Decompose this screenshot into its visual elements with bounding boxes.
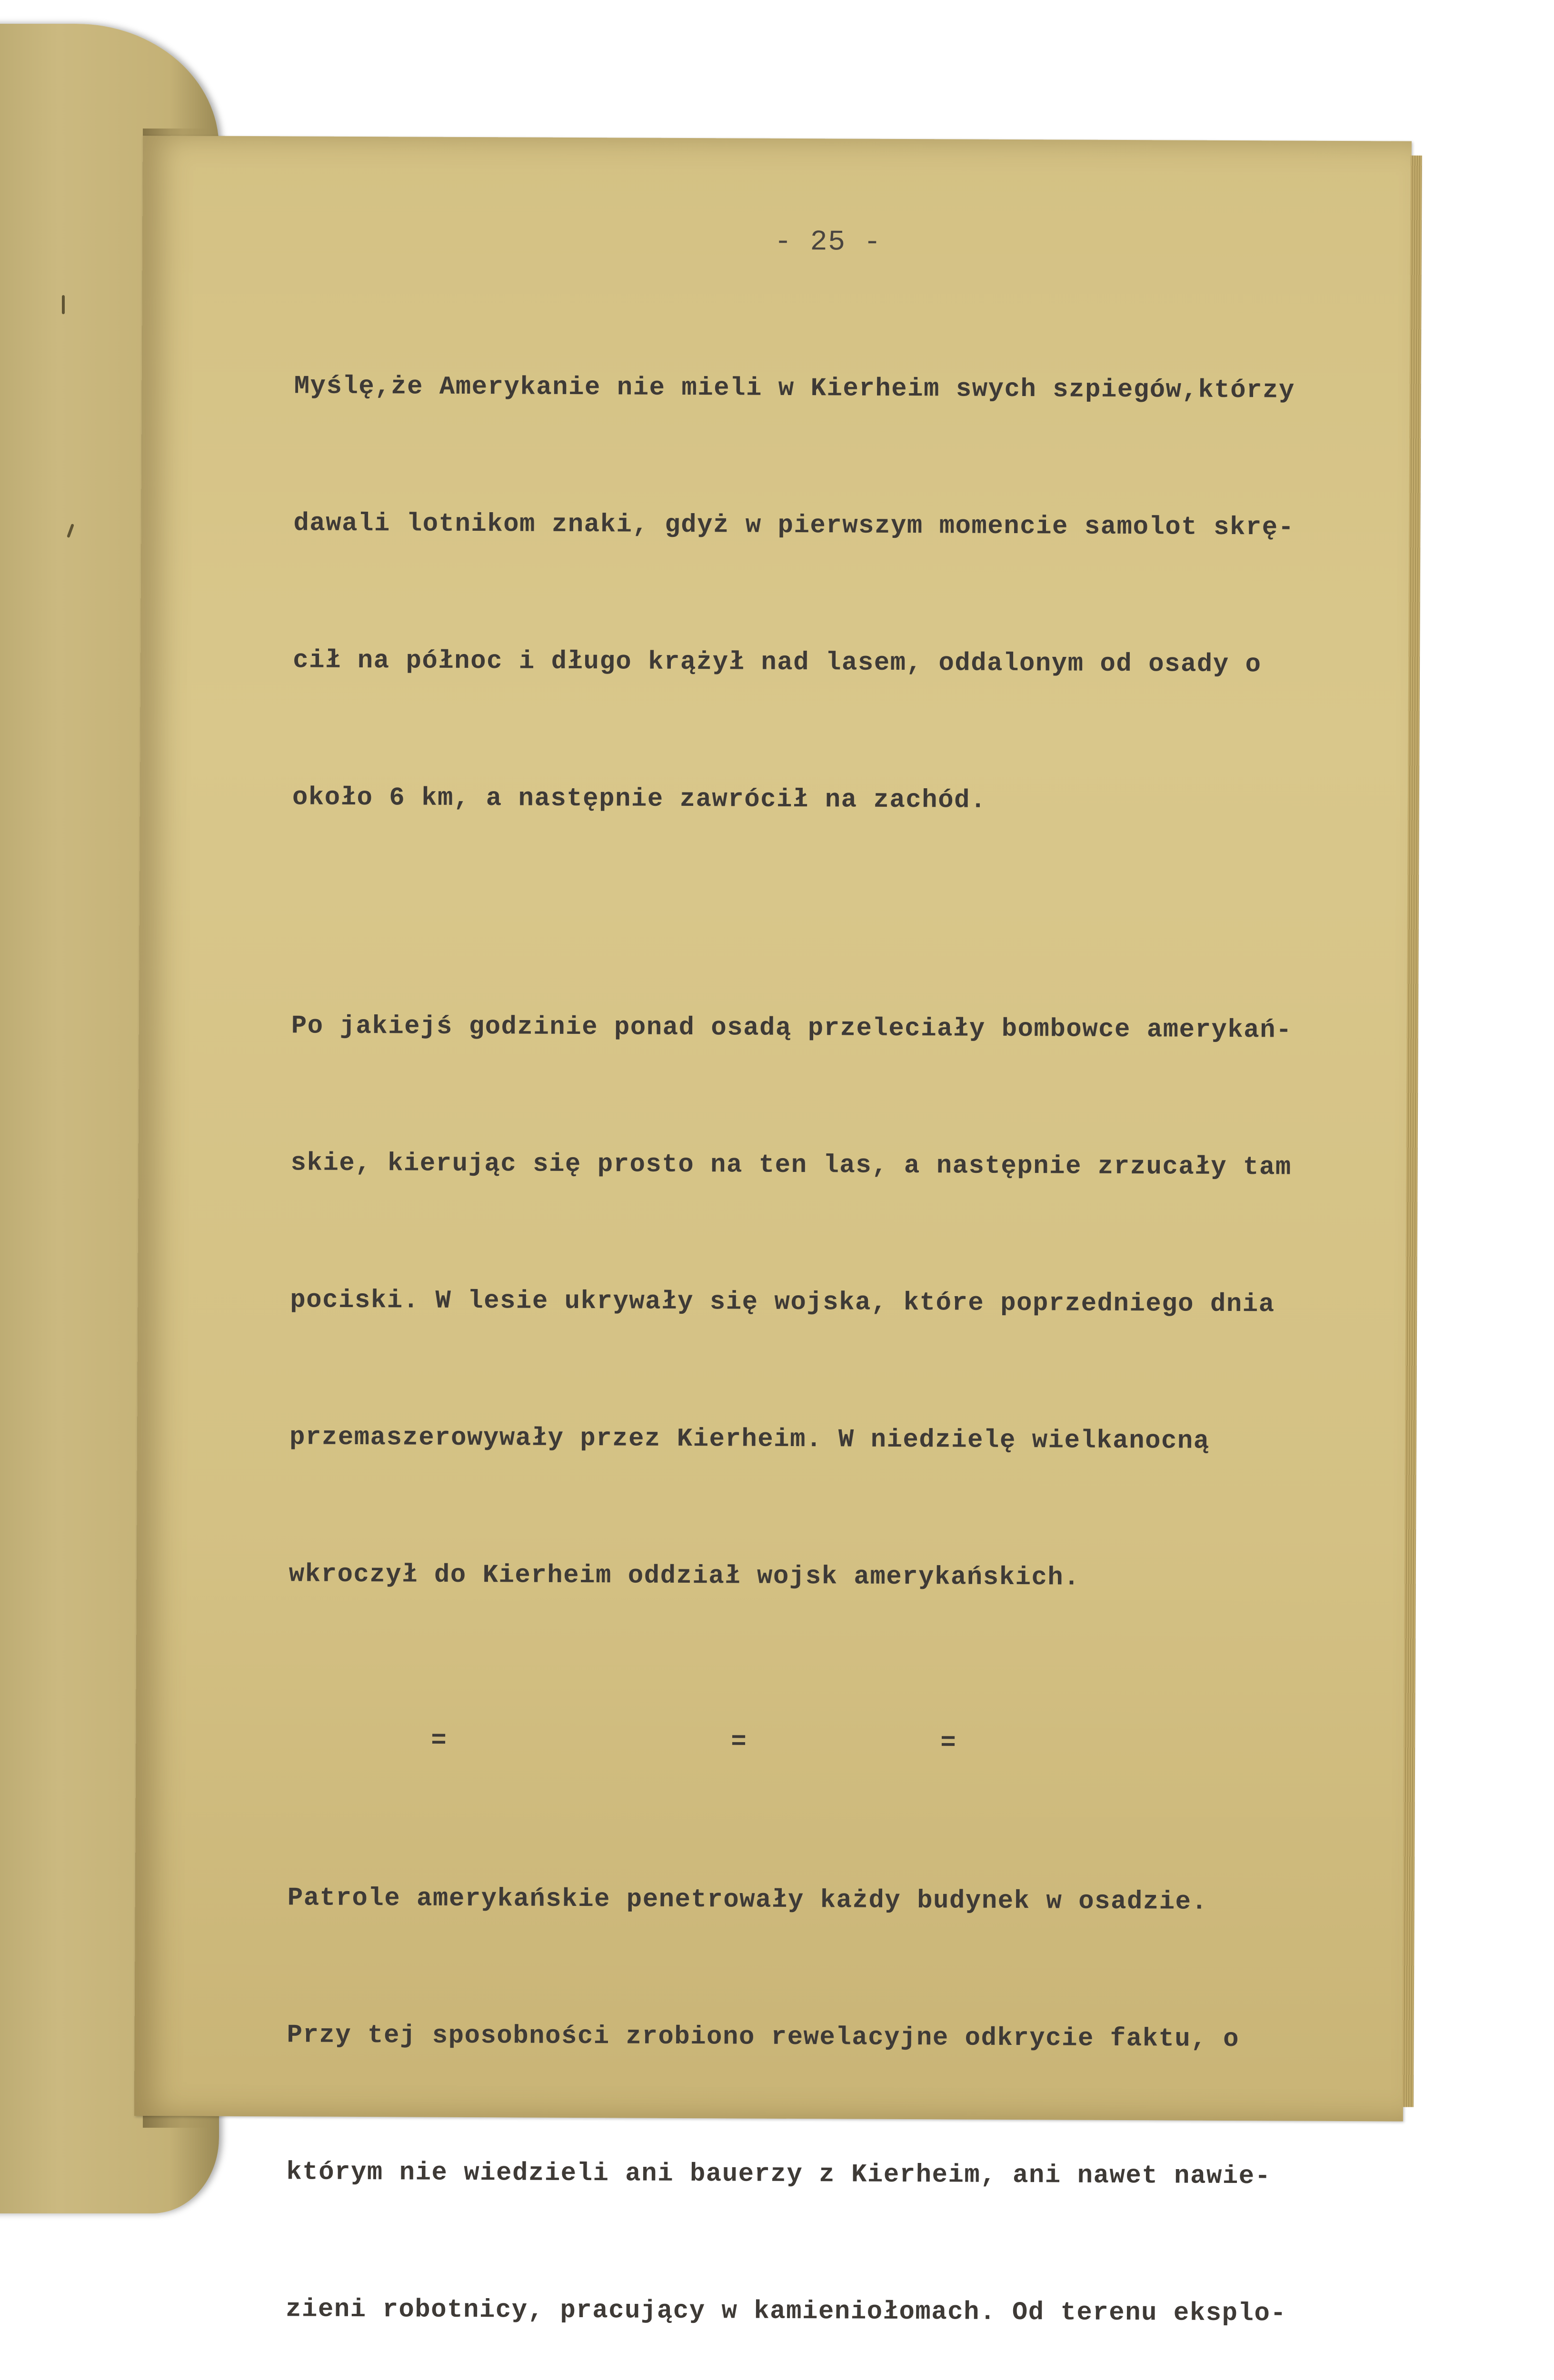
section-separator xyxy=(288,1717,1383,1758)
page-number: - 25 - xyxy=(774,226,882,259)
page-mark xyxy=(62,295,65,314)
text-line: dawali lotnikom znaki, gdyż w pierwszym momencie samolot skrę- xyxy=(293,509,1295,543)
text-line: około 6 km, a następnie zawrócił na zachód. xyxy=(292,783,986,815)
paragraph-2 xyxy=(289,912,1387,1694)
text-line: Po jakiejś godzinie ponad osadą przeleciały bombowce amerykań- xyxy=(291,1012,1293,1045)
text-line: Myślę,że Amerykanie nie mieli w Kierheim swych szpiegów,którzy xyxy=(294,372,1295,406)
text-line: skie, kierując się prosto na ten las, a następnie zrzucały tam xyxy=(290,1149,1292,1182)
text-line: przemaszerowywały przez Kierheim. W niedzielę wielkanocną xyxy=(289,1423,1210,1456)
text-line: którym nie wiedzieli ani bauerzy z Kierheim, ani nawet nawie- xyxy=(286,2158,1271,2192)
typewritten-text xyxy=(272,217,1390,2380)
document-page xyxy=(134,136,1412,2329)
text-line: Przy tej sposobności zrobiono rewelacyjne odkrycie faktu, o xyxy=(287,2021,1240,2054)
page-mark xyxy=(67,524,74,538)
paragraph-3 xyxy=(277,1784,1383,2380)
text-line: pociski. W lesie ukrywały się wojska, które poprzedniego dnia xyxy=(290,1286,1275,1319)
separator-mark: = xyxy=(940,1728,957,1758)
text-line: wkroczył do Kierheim oddział wojsk amerykańskich. xyxy=(289,1560,1080,1593)
text-line: Patrole amerykańskie penetrowały każdy budynek w osadzie. xyxy=(287,1884,1208,1917)
text-line: cił na północ i długo krążył nad lasem, oddalonym od osady o xyxy=(293,646,1262,680)
text-line: zieni robotnicy, pracujący w kamieniołomach. Od terenu eksplo- xyxy=(285,2295,1287,2329)
separator-mark: = xyxy=(731,1727,747,1757)
paragraph-1 xyxy=(292,272,1390,917)
page-edges xyxy=(1402,156,1422,2107)
separator-mark: = xyxy=(431,1726,448,1755)
